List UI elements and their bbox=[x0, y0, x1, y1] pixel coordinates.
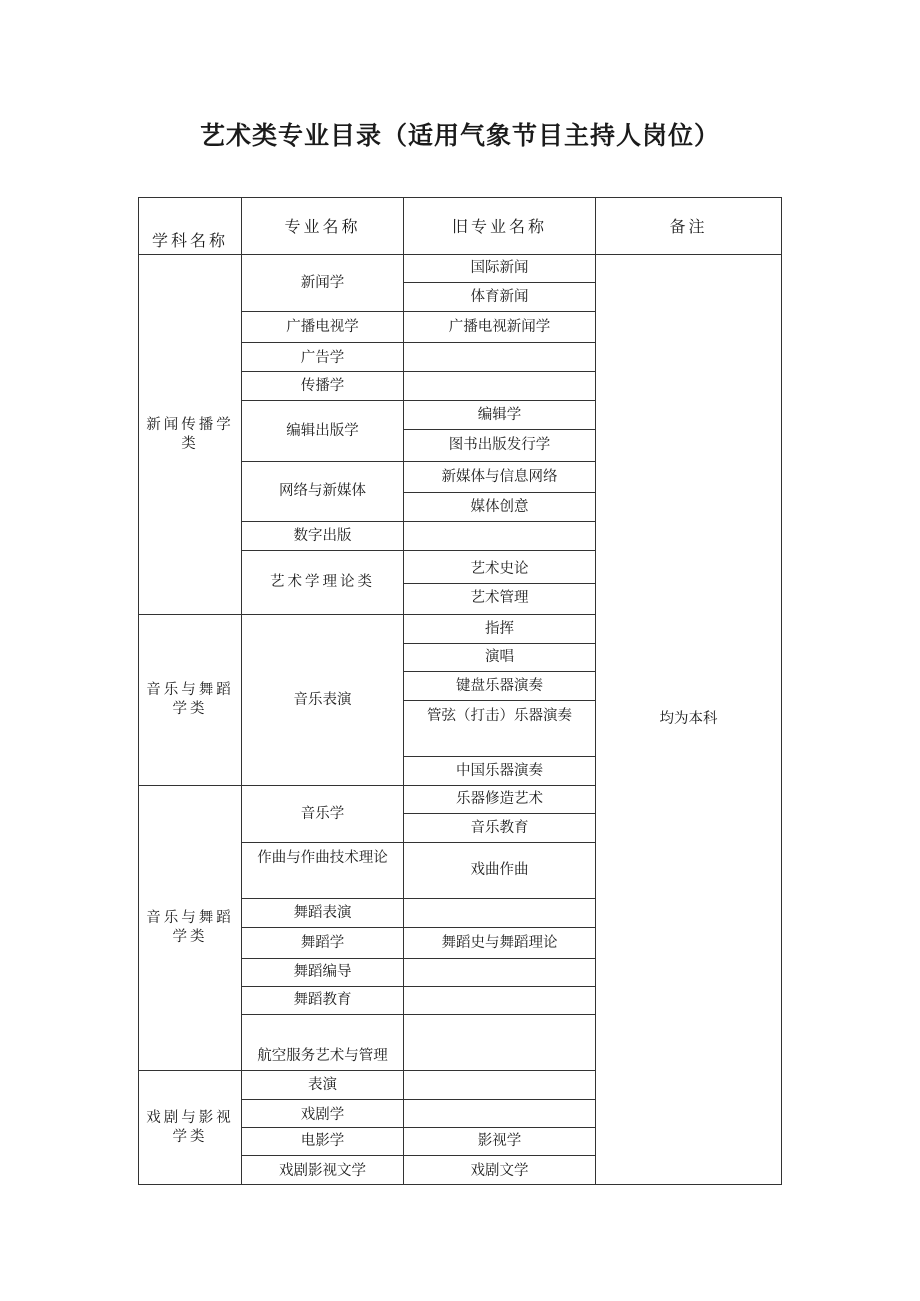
old-major-cell: 音乐教育 bbox=[404, 814, 596, 843]
major-cell: 音乐学 bbox=[242, 786, 404, 843]
major-cell: 舞蹈编导 bbox=[242, 959, 404, 987]
old-major-cell: 演唱 bbox=[404, 644, 596, 672]
discipline-cell: 音乐与舞蹈学类 bbox=[139, 786, 242, 1071]
table-row bbox=[139, 255, 782, 283]
major-cell: 戏剧影视文学 bbox=[242, 1156, 404, 1185]
old-major-cell: 图书出版发行学 bbox=[404, 430, 596, 462]
old-major-cell bbox=[404, 1100, 596, 1128]
major-cell: 编辑出版学 bbox=[242, 401, 404, 462]
page-title: 艺术类专业目录（适用气象节目主持人岗位） bbox=[199, 121, 720, 150]
discipline-cell: 戏剧与影视学类 bbox=[139, 1071, 242, 1185]
old-major-cell: 广播电视新闻学 bbox=[404, 312, 596, 343]
old-major-cell bbox=[404, 372, 596, 401]
old-major-cell: 影视学 bbox=[404, 1128, 596, 1156]
old-major-cell: 新媒体与信息网络 bbox=[404, 462, 596, 493]
major-cell: 传播学 bbox=[242, 372, 404, 401]
header-row bbox=[139, 198, 782, 255]
old-major-cell: 媒体创意 bbox=[404, 493, 596, 522]
discipline-cell: 音乐与舞蹈学类 bbox=[139, 615, 242, 786]
old-major-cell: 中国乐器演奏 bbox=[404, 757, 596, 786]
major-cell: 艺术管理 bbox=[404, 583, 596, 614]
discipline-cell: 新闻传播学类 bbox=[139, 255, 242, 615]
old-major-cell: 乐器修造艺术 bbox=[404, 786, 596, 814]
header-old-major: 旧专业名称 bbox=[404, 198, 596, 255]
major-catalog-table bbox=[138, 197, 782, 1185]
header-discipline: 学科名称 bbox=[139, 198, 242, 255]
major-cell: 电影学 bbox=[242, 1128, 404, 1156]
old-major-cell bbox=[404, 987, 596, 1015]
note-cell: 均为本科 bbox=[596, 255, 782, 1185]
major-cell: 戏剧学 bbox=[242, 1100, 404, 1128]
major-cell: 舞蹈表演 bbox=[242, 899, 404, 928]
major-cell: 舞蹈教育 bbox=[242, 987, 404, 1015]
old-major-cell: 戏曲作曲 bbox=[404, 843, 596, 899]
old-major-cell: 管弦（打击）乐器演奏 bbox=[404, 701, 596, 757]
old-major-cell: 编辑学 bbox=[404, 401, 596, 430]
major-cell: 作曲与作曲技术理论 bbox=[242, 843, 404, 899]
header-note: 备注 bbox=[596, 198, 782, 255]
old-major-cell bbox=[404, 959, 596, 987]
old-major-cell bbox=[404, 522, 596, 551]
major-cell: 航空服务艺术与管理 bbox=[242, 1015, 404, 1071]
major-cell: 舞蹈学 bbox=[242, 928, 404, 959]
old-major-cell: 舞蹈史与舞蹈理论 bbox=[404, 928, 596, 959]
old-major-cell bbox=[404, 1071, 596, 1100]
major-cell: 艺术史论 bbox=[404, 551, 596, 584]
old-major-cell: 国际新闻 bbox=[404, 255, 596, 283]
major-cell: 新闻学 bbox=[242, 255, 404, 312]
major-cell: 广告学 bbox=[242, 343, 404, 372]
major-cell: 音乐表演 bbox=[242, 615, 404, 786]
old-major-cell: 键盘乐器演奏 bbox=[404, 672, 596, 701]
old-major-cell bbox=[404, 1015, 596, 1071]
old-major-cell: 戏剧文学 bbox=[404, 1156, 596, 1185]
old-major-cell: 指挥 bbox=[404, 615, 596, 644]
old-major-cell: 体育新闻 bbox=[404, 283, 596, 312]
major-cell: 表演 bbox=[242, 1071, 404, 1100]
old-major-cell bbox=[404, 899, 596, 928]
major-cell: 网络与新媒体 bbox=[242, 462, 404, 522]
discipline-cell: 艺术学理论类 bbox=[242, 551, 404, 615]
header-major: 专业名称 bbox=[242, 198, 404, 255]
major-cell: 数字出版 bbox=[242, 522, 404, 551]
old-major-cell bbox=[404, 343, 596, 372]
major-cell: 广播电视学 bbox=[242, 312, 404, 343]
